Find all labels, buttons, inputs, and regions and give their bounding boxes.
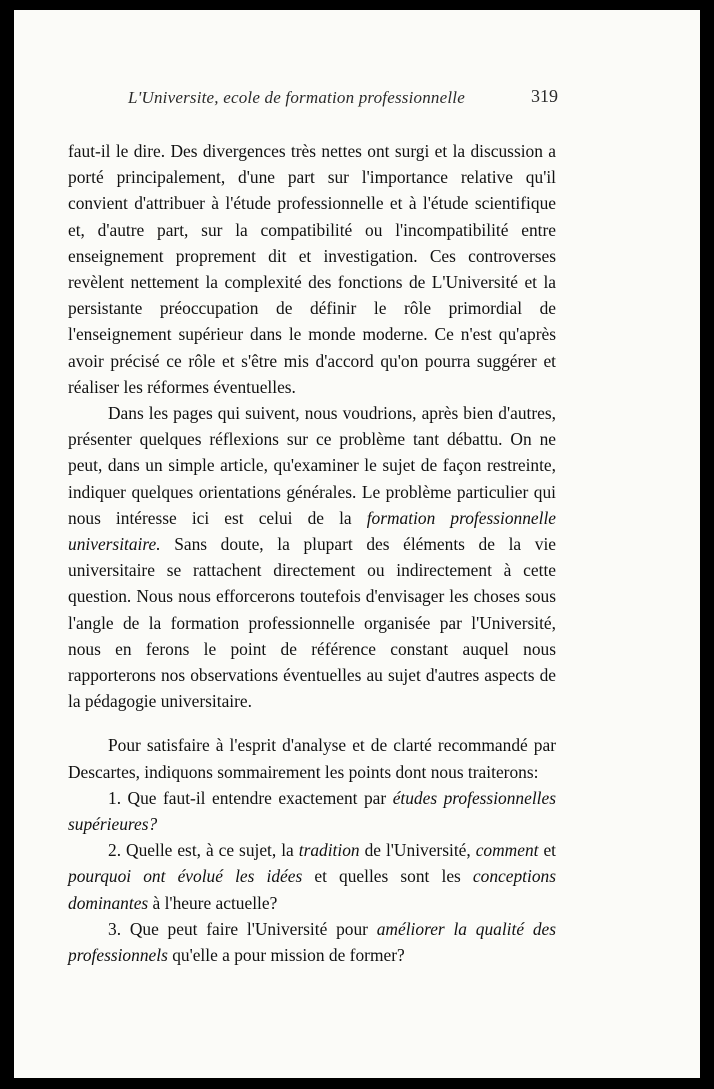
paragraph-2-text-c: Sans doute, la plupart des éléments de la vie universitaire se rattachent directement ou indirectement à cette question. Nous nous efforcerons toutefois d'envisager les choses sous l'angle de la formation professionnelle organisée par l'Université, nous en ferons le point de référence constant auquel nous rapporterons nos observations éventuelles au sujet d'autres aspects de la pédagogie universitaire. [68, 534, 556, 712]
list-item-2-emphasis-d: comment [475, 840, 539, 861]
page-header [118, 84, 558, 110]
running-title: L'Universite, ecole de formation professionnelle [128, 88, 465, 107]
list-item-2-text-g: et quelles sont les [302, 866, 473, 887]
list-item-1 [68, 785, 556, 837]
list-item-2-text-c: de l'Université, [359, 840, 476, 861]
section-gap [68, 714, 556, 732]
list-item-2-text-i: à l'heure actuelle? [148, 892, 278, 913]
scanned-page [14, 10, 700, 1078]
list-item-2-emphasis-f: pourquoi ont évolué les idées [68, 866, 303, 887]
list-item-3-emphasis: améliorer la qualité des professionnels [68, 918, 556, 966]
list-item-1-text: 1. Que faut-il entendre exactement par [108, 787, 393, 808]
paragraph-1: faut-il le dire. Des divergences très nettes ont surgi et la discussion a porté principalement, d'une part sur l'importance relative qu'il convient d'attribuer à l'étude professionnelle et à l'étude scientifique et, d'autre part, sur la compatibilité ou l'incompatibilité entre enseignement proprement dit et investigation. Ces controverses revèlent nettement la complexité des fonctions de L'Université et la persistante préoccupation de définir le rôle primordial de l'enseignement supérieur dans le monde moderne. Ce n'est qu'après avoir précisé ce rôle et s'être mis d'accord qu'on pourra suggérer et réaliser les réformes éventuelles. [68, 141, 556, 397]
list-item-3 [68, 916, 556, 968]
paragraph-3: Pour satisfaire à l'esprit d'analyse et de clarté recommandé par Descartes, indiquons sommairement les points dont nous traiterons: [68, 735, 556, 782]
paragraph-2 [68, 400, 556, 714]
list-item-3-text-c: qu'elle a pour mission de former? [167, 945, 405, 966]
list-item-2-emphasis-b: tradition [298, 840, 360, 861]
list-item-2-emphasis-h: conceptions dominantes [68, 866, 556, 913]
list-item-2-text-e: et [538, 840, 557, 861]
list-item-1-emphasis: études professionnelles supérieures? [68, 787, 556, 835]
page-body [68, 138, 556, 968]
page-number: 319 [531, 86, 558, 106]
list-item-2 [68, 837, 556, 916]
list-item-3-text-a: 3. Que peut faire l'Université pour [108, 918, 377, 939]
list-item-2-text-a: 2. Quelle est, à ce sujet, la [108, 840, 299, 861]
paragraph-2-text-a: Dans les pages qui suivent, nous voudrions, après bien d'autres, présenter quelques réflexions sur ce problème tant débattu. On ne peut, dans un simple article, qu'examiner le sujet de façon restreinte, indiquer quelques orientations générales. Le problème particulier qui nous intéresse ici est celui de la [68, 403, 556, 528]
paragraph-2-emphasis: formation professionnelle universitaire. [68, 507, 556, 555]
